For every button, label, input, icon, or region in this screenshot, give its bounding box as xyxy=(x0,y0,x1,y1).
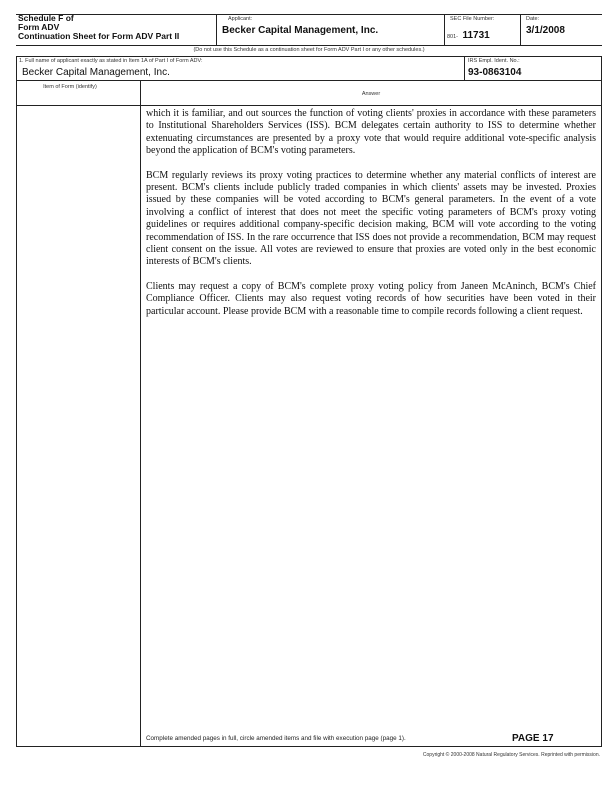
schedule-title xyxy=(18,14,179,41)
schedule-title-line3: Continuation Sheet for Form ADV Part II xyxy=(18,31,180,41)
irs-value: 93-0863104 xyxy=(468,67,522,78)
sec-file-value: 11731 xyxy=(462,30,490,41)
item-column-header: Item of Form (identify) xyxy=(43,84,97,90)
answer-column-header: Answer xyxy=(361,91,381,97)
full-name-label: 1. Full name of applicant exactly as stated in Item 1A of Part I of Form ADV: xyxy=(19,58,203,64)
applicant-label: Applicant: xyxy=(228,16,253,22)
copyright-notice: Copyright © 2000-2008 Natural Regulatory Services. Reprinted with permission. xyxy=(422,752,600,758)
answer-paragraph-3: Clients may request a copy of BCM's complete proxy voting policy from Janeen McAninch, BCM's Chief Compliance Officer. Clients may also request voting records of how securities have been voted in their particular account. Please provide BCM with a reasonable time to compile records following a client request. xyxy=(146,280,596,317)
date-value: 3/1/2008 xyxy=(526,25,565,36)
applicant-name: Becker Capital Management, Inc. xyxy=(222,25,379,36)
full-name-value: Becker Capital Management, Inc. xyxy=(22,67,170,78)
sec-file-label: SEC File Number: xyxy=(450,16,495,22)
answer-paragraph-2: BCM regularly reviews its proxy voting practices to determine whether any material conflicts of interest are present. BCM's clients include publicly traded companies in which clients' assets may be invested. Proxies issued by these companies will be voted according to BCM's general parameters. In the event of a vote involving a conflict of interest that does not meet the specific voting parameters of BCM's proxy voting guidelines or requires additional company-specific decision making, BCM will vote according to the voting recommendation of ISS. In the rare occurrence that ISS does not provide a recommendation, BCM may request client consent on the issue. All votes are reviewed to ensure that proxies are voted only in the best economic interests of BCM's clients. xyxy=(146,169,596,268)
sec-file-number xyxy=(447,25,490,43)
continuation-note: (Do not use this Schedule as a continuation sheet for Form ADV Part I or any other schedules.) xyxy=(193,47,425,53)
schedule-title-line2: Form ADV xyxy=(18,22,60,32)
sec-file-prefix: 801- xyxy=(447,34,459,40)
answer-text xyxy=(146,108,596,330)
schedule-title-line1: Schedule F of xyxy=(18,13,74,23)
page-number: PAGE 17 xyxy=(512,733,554,744)
irs-label: IRS Empl. Ident. No.: xyxy=(468,58,520,64)
answer-paragraph-1: which it is familiar, and out sources the function of voting clients' proxies in accordance with these parameters to Institutional Shareholders Services (ISS). BCM delegates certain authority to ISS to determine whether extenuating circumstances are presented by a proxy vote that would require additional vote-specific analysis beyond the application of BCM's voting parameters. xyxy=(146,108,596,157)
footer-instruction: Complete amended pages in full, circle amended items and file with execution page (page 1). xyxy=(146,735,406,742)
date-label: Date: xyxy=(526,16,540,22)
